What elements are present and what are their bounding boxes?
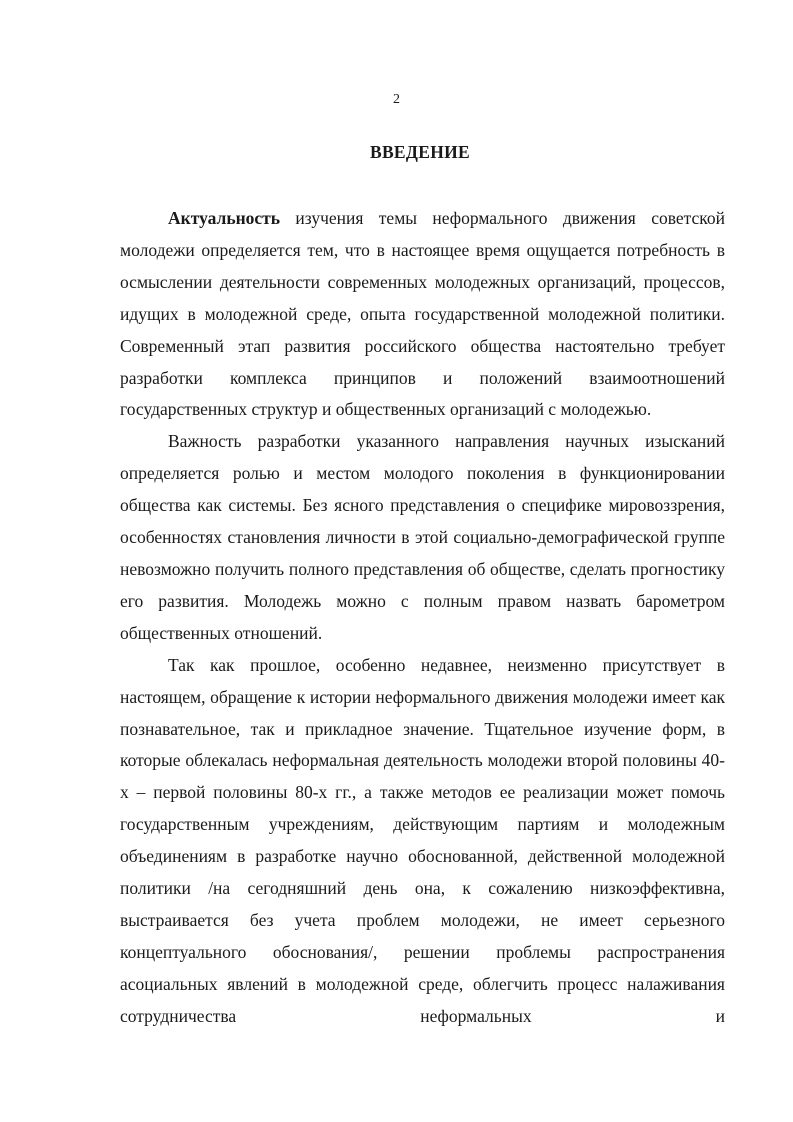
section-heading: ВВЕДЕНИЕ [369, 142, 471, 162]
paragraph-history [120, 650, 725, 1033]
paragraph-text: изучения темы неформального движения советской молодежи определяется тем, что в настоящее время ощущается потребность в осмыслении деятельности современных молодежных организаций, процессов, идущих в молодежной среде, опыта государственной молодежной политики. Современный этап развития российского общества настоятельно требует разработки комплекса принципов и положений взаимоотношений государственных структур и общественных организаций с молодежью. [120, 208, 725, 420]
page-number: 2 [393, 92, 400, 107]
paragraph-relevance [120, 203, 725, 426]
paragraph-importance [120, 426, 725, 649]
paragraph-text: Важность разработки указанного направления научных изысканий определяется ролью и местом молодого поколения в функционировании общества как системы. Без ясного представления о специфике мировоззрения, особенностях становления личности в этой социально-демографической группе невозможно получить полного представления об обществе, сделать прогностику его развития. Молодежь можно с полным правом назвать барометром общественных отношений. [120, 431, 725, 643]
body-text [120, 203, 725, 1033]
paragraph-lead-term: Актуальность [168, 208, 281, 228]
paragraph-text: Так как прошлое, особенно недавнее, неизменно присутствует в настоящем, обращение к истории неформального движения молодежи имеет как познавательное, так и прикладное значение. Тщательное изучение форм, в которые облекалась неформальная деятельность молодежи второй половины 40-х – первой половины 80-х гг., а также методов ее реализации может помочь государственным учреждениям, действующим партиям и молодежным объединениям в разработке научно обоснованной, действенной молодежной политики /на сегодняшний день она, к сожалению низкоэффективна, выстраивается без учета проблем молодежи, не имеет серьезного концептуального обоснования/, решении проблемы распространения асоциальных явлений в молодежной среде, облегчить процесс налаживания сотрудничества неформальных и [120, 654, 725, 1026]
